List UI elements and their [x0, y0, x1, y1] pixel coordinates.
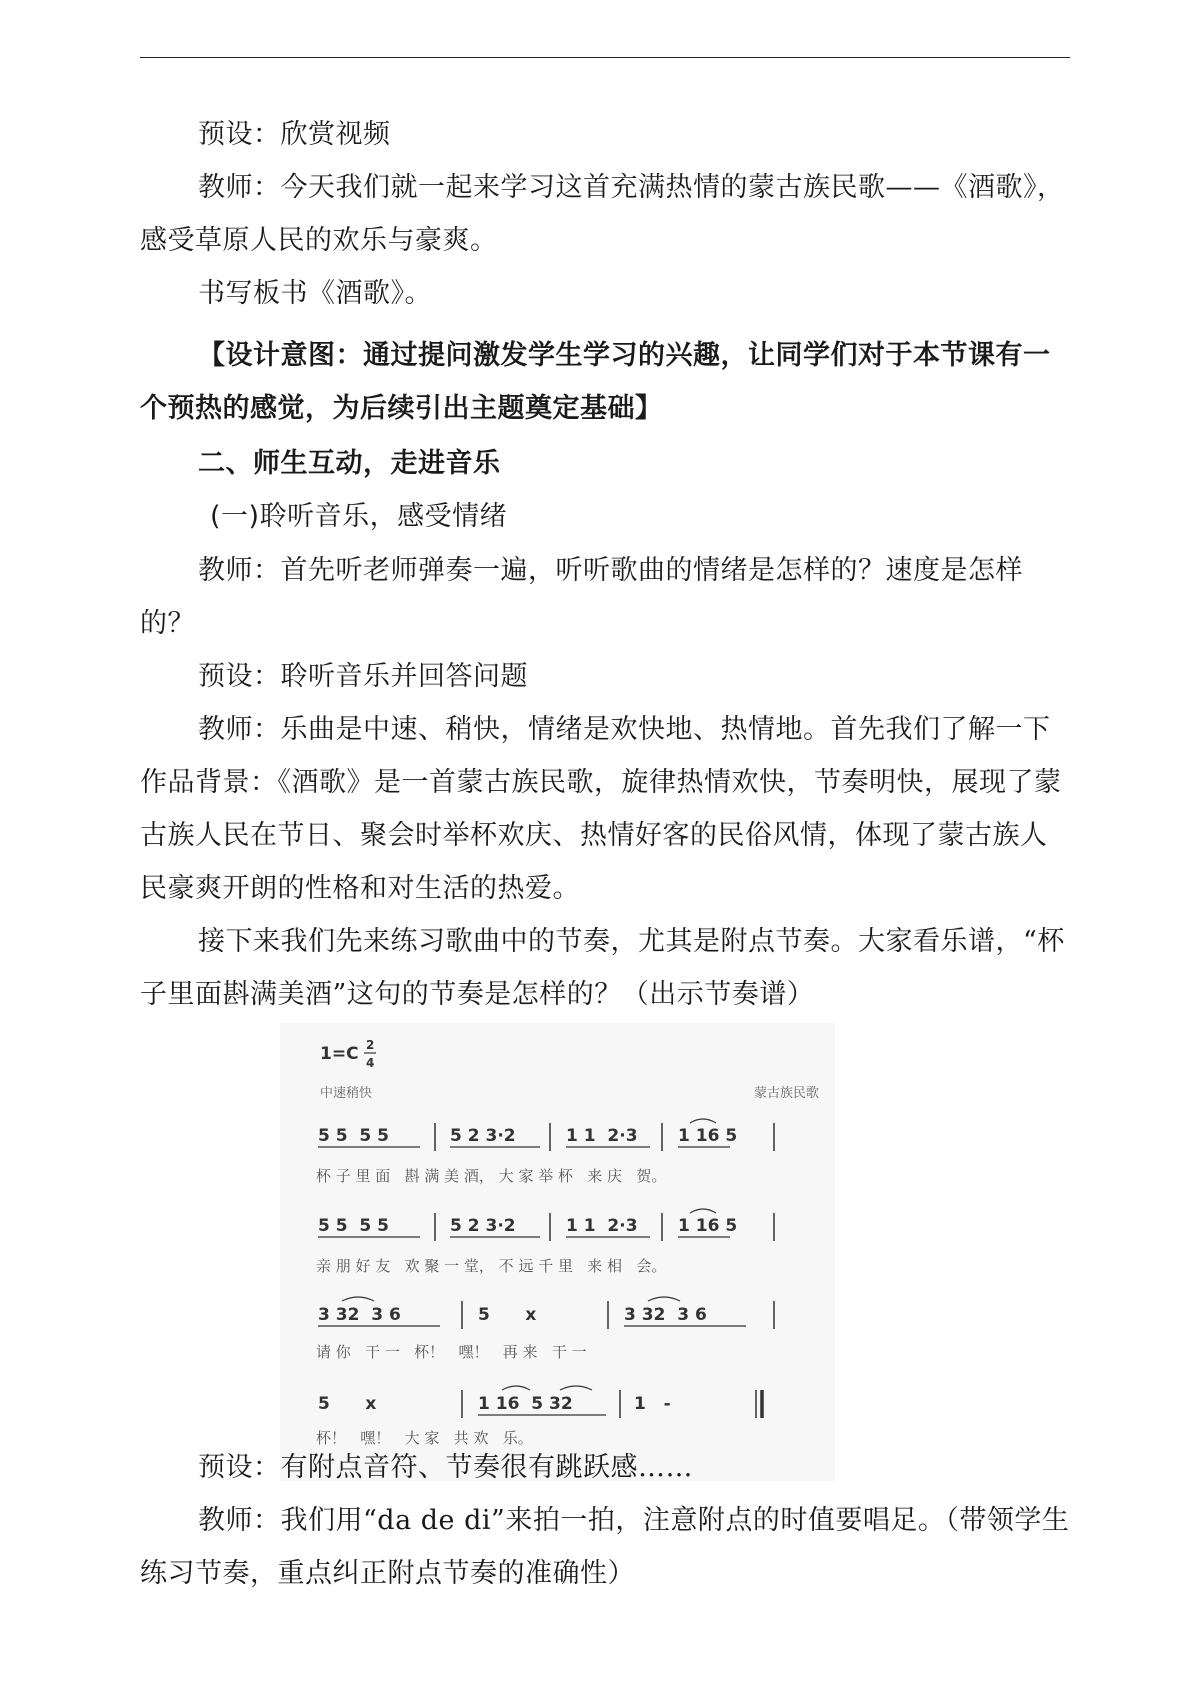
- paragraph-preset-video: 预设：欣赏视频: [198, 119, 391, 150]
- score-measure: 5 5 5 5: [318, 1126, 389, 1146]
- score-row-4: [316, 1386, 762, 1447]
- score-measure: 5 5 5 5: [318, 1216, 389, 1236]
- paragraph-board-writing: 书写板书《酒歌》。: [198, 278, 432, 309]
- score-measure: 1 16 5: [678, 1126, 738, 1146]
- score-row-2: [316, 1209, 774, 1275]
- score-measure: 1 1 2·3: [566, 1216, 638, 1236]
- score-key: 1=C: [320, 1044, 359, 1064]
- score-row-1: [316, 1119, 774, 1185]
- score-measure: 3 32 3 6: [624, 1305, 707, 1325]
- header-rule: [140, 57, 1070, 58]
- score-lyrics: 亲 朋 好 友 欢 聚 一 堂， 不 远 千 里 来 相 会。: [316, 1257, 667, 1275]
- score-measure: 1 16 5 32: [478, 1394, 573, 1414]
- paragraph-teacher-background: 教师：乐曲是中速、稍快，情绪是欢快地、热情地。首先我们了解一下作品背景：《酒歌》是一首蒙古族民歌，旋律热情欢快，节奏明快，展现了蒙古族人民在节日、聚会时举杯欢庆、热情好客的民俗风情，体现了蒙古族人民豪爽开朗的性格和对生活的热爱。: [140, 714, 1062, 904]
- score-lyrics: 请 你 干 一 杯！ 嘿！ 再 来 干 一: [316, 1343, 587, 1361]
- score-measure: 5 2 3·2: [450, 1216, 516, 1236]
- score-measure: 1 16 5: [678, 1216, 738, 1236]
- score-time-bottom: 4: [366, 1056, 375, 1070]
- paragraph-teacher-intro: 教师：今天我们就一起来学习这首充满热情的蒙古族民歌——《酒歌》，感受草原人民的欢乐与豪爽。: [140, 172, 1065, 256]
- paragraph-teacher-clap: 教师：我们用“da de di”来拍一拍，注意附点的时值要唱足。（带领学生练习节奏，重点纠正附点节奏的准确性）: [140, 1505, 1070, 1589]
- score-measure: 1 -: [634, 1394, 671, 1414]
- score-measure: 1 1 2·3: [566, 1126, 638, 1146]
- score-measure: 3 32 3 6: [318, 1305, 401, 1325]
- subsection-heading: (一)聆听音乐，感受情绪: [210, 501, 508, 532]
- score-time-top: 2: [366, 1038, 375, 1052]
- section-heading: 二、师生互动，走进音乐: [198, 448, 501, 479]
- paragraph-rhythm-practice: 接下来我们先来练习歌曲中的节奏，尤其是附点节奏。大家看乐谱，“杯子里面斟满美酒”这句的节奏是怎样的？（出示节奏谱）: [140, 926, 1065, 1010]
- design-intent: 【设计意图：通过提问激发学生学习的兴趣，让同学们对于本节课有一个预热的感觉，为后续引出主题奠定基础】: [140, 340, 1051, 424]
- score-measure: 5 x: [318, 1394, 377, 1414]
- score-measure: 5 x: [478, 1305, 537, 1325]
- paragraph-preset-dotted: 预设：有附点音符、节奏很有跳跃感……: [198, 1452, 693, 1483]
- score-row-3: [316, 1297, 774, 1361]
- paragraph-preset-listen: 预设：聆听音乐并回答问题: [198, 661, 528, 692]
- score-tempo: 中速稍快: [320, 1086, 373, 1101]
- score-lyrics: 杯！ 嘿！ 大 家 共 欢 乐。: [316, 1429, 533, 1447]
- score-lyrics: 杯 子 里 面 斟 满 美 酒， 大 家 举 杯 来 庆 贺。: [316, 1167, 667, 1185]
- sheet-music-image: [280, 1023, 835, 1481]
- paragraph-teacher-question: 教师：首先听老师弹奏一遍，听听歌曲的情绪是怎样的？速度是怎样的？: [140, 555, 1023, 639]
- score-measure: 5 2 3·2: [450, 1126, 516, 1146]
- score-attribution: 蒙古族民歌: [754, 1086, 820, 1101]
